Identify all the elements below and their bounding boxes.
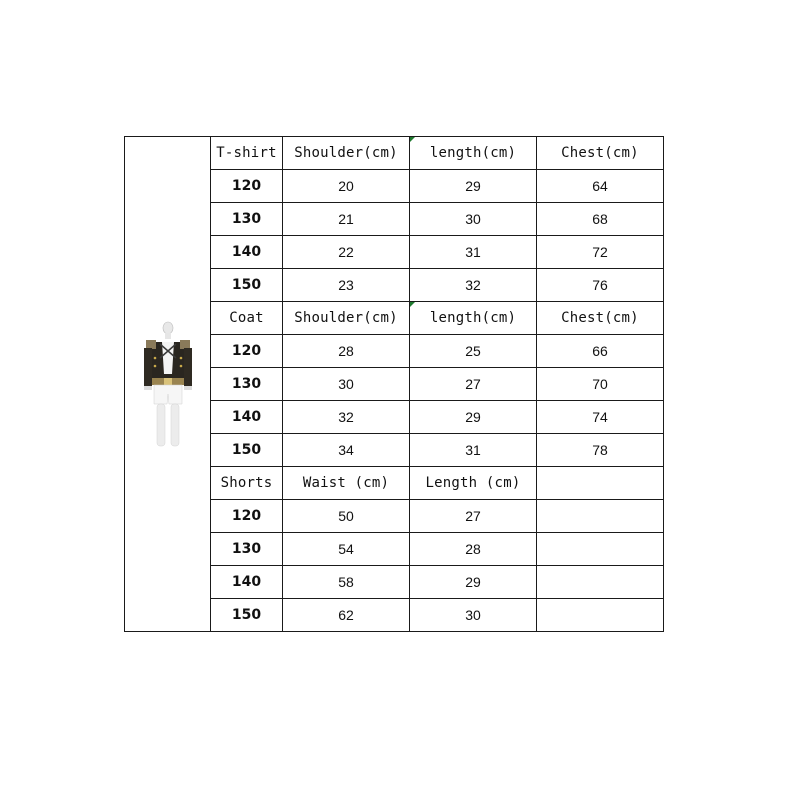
shorts-waist-header: Waist (cm) [283,467,410,500]
value-cell: 21 [283,203,410,236]
value-cell: 23 [283,269,410,302]
value-cell: 22 [283,236,410,269]
empty-cell [537,467,664,500]
coat-label: Coat [211,302,283,335]
tshirt-length-header [410,137,537,170]
value-cell: 27 [410,368,537,401]
size-chart-table [124,136,664,632]
value-cell: 64 [537,170,664,203]
value-cell: 66 [537,335,664,368]
value-cell: 31 [410,434,537,467]
size-cell: 120 [211,335,283,368]
coat-length-header [410,302,537,335]
value-cell: 68 [537,203,664,236]
coat-shoulder-header: Shoulder(cm) [283,302,410,335]
child-costume-mannequin-icon [138,314,198,454]
shorts-length-header: Length (cm) [410,467,537,500]
value-cell: 78 [537,434,664,467]
value-cell: 30 [283,368,410,401]
size-cell: 130 [211,368,283,401]
value-cell: 27 [410,500,537,533]
value-cell: 54 [283,533,410,566]
value-cell: 70 [537,368,664,401]
size-cell: 150 [211,269,283,302]
value-cell: 28 [410,533,537,566]
product-photo-cell [125,137,211,632]
size-cell: 120 [211,500,283,533]
tshirt-header-row [125,137,664,170]
coat-chest-header: Chest(cm) [537,302,664,335]
value-cell: 50 [283,500,410,533]
value-cell: 20 [283,170,410,203]
value-cell: 72 [537,236,664,269]
value-cell: 29 [410,170,537,203]
empty-cell [537,533,664,566]
value-cell: 74 [537,401,664,434]
size-cell: 140 [211,566,283,599]
value-cell: 30 [410,203,537,236]
size-cell: 150 [211,434,283,467]
cell-marker-icon [410,137,415,142]
value-cell: 76 [537,269,664,302]
tshirt-chest-header: Chest(cm) [537,137,664,170]
value-cell: 29 [410,401,537,434]
value-cell: 58 [283,566,410,599]
empty-cell [537,599,664,632]
size-cell: 130 [211,203,283,236]
tshirt-shoulder-header: Shoulder(cm) [283,137,410,170]
shorts-label: Shorts [211,467,283,500]
empty-cell [537,500,664,533]
size-cell: 140 [211,236,283,269]
coat-length-header-text: length(cm) [429,310,517,326]
tshirt-length-header-text: length(cm) [429,145,517,161]
tshirt-label: T-shirt [211,137,283,170]
value-cell: 32 [410,269,537,302]
value-cell: 29 [410,566,537,599]
size-cell: 150 [211,599,283,632]
empty-cell [537,566,664,599]
value-cell: 34 [283,434,410,467]
value-cell: 32 [283,401,410,434]
value-cell: 30 [410,599,537,632]
size-cell: 140 [211,401,283,434]
value-cell: 28 [283,335,410,368]
value-cell: 25 [410,335,537,368]
size-cell: 120 [211,170,283,203]
value-cell: 62 [283,599,410,632]
value-cell: 31 [410,236,537,269]
cell-marker-icon [410,302,415,307]
size-cell: 130 [211,533,283,566]
